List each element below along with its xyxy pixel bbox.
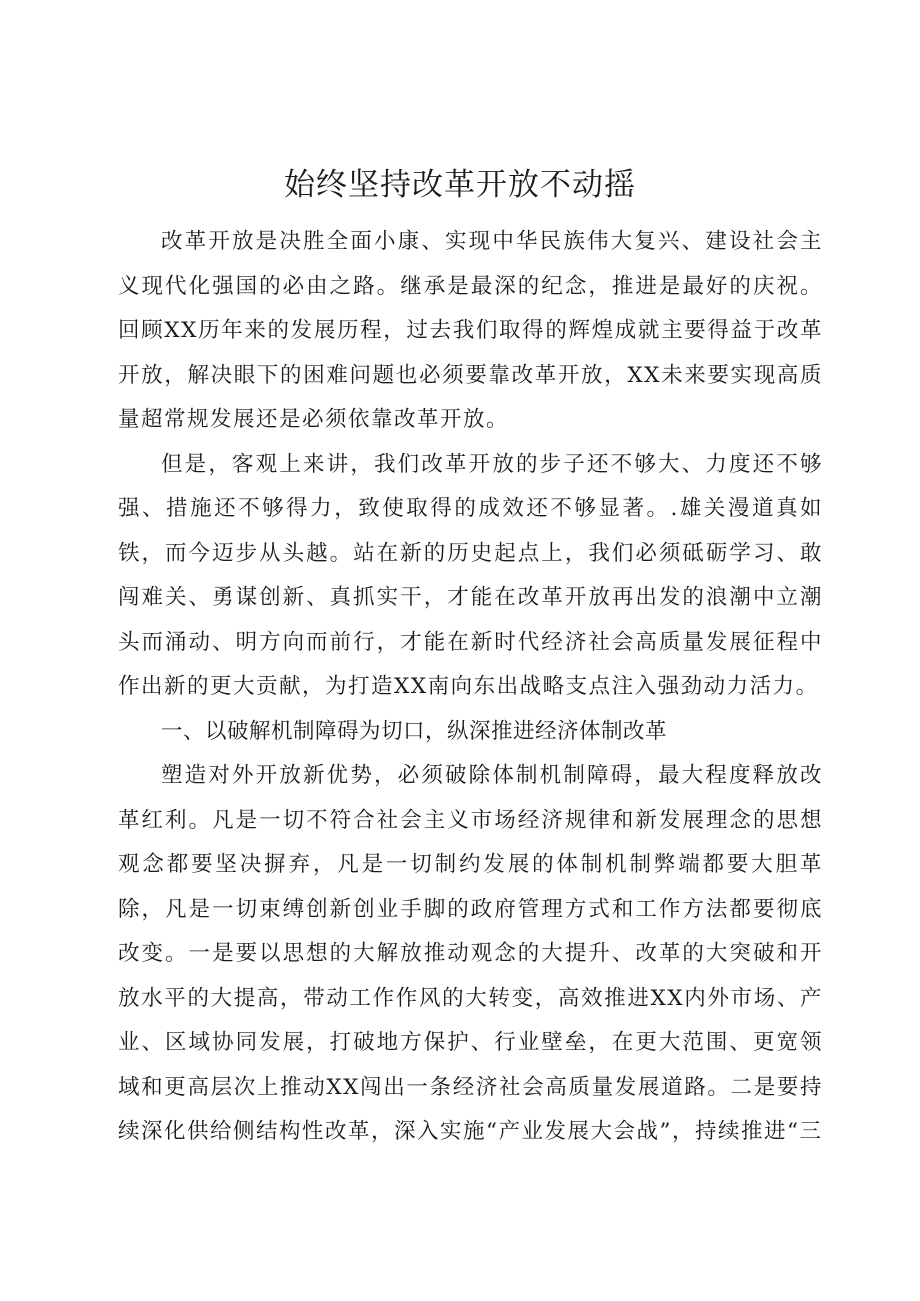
section-heading: 一、以破解机制障碍为切口，纵深推进经济体制改革 [161, 718, 668, 744]
document-title: 始终坚持改革开放不动摇 [284, 167, 636, 203]
section-paragraph: 塑造对外开放新优势，必须破除体制机制障碍，最大程度释放改革红利。凡是一切不符合社会主义市场经济规律和新发展理念的思想观念都要坚决摒弃，凡是一切制约发展的体制机制弊端都要大胆革除，凡是一切束缚创新创业手脚的政府管理方式和工作方法都要彻底改变。一是要以思想的大解放推动观念的大提升、改革的大突破和开放水平的大提高，带动工作作风的大转变，高效推进XX内外市场、产业、区域协同发展，打破地方保护、行业壁垒，在更大范围、更宽领域和更高层次上推动XX闯出一条经济社会高质量发展道路。二是要持续深化供给侧结构性改革，深入实施“产业发展大会战”，持续推进“三 [118, 763, 823, 1144]
document-body [118, 220, 823, 1155]
context-paragraph: 但是，客观上来讲，我们改革开放的步子还不够大、力度还不够强、措施还不够得力，致使取得的成效还不够显著。.雄关漫道真如铁，而今迈步从头越。站在新的历史起点上，我们必须砥砺学习、敢闯难关、勇谋创新、真抓实干，才能在改革开放再出发的浪潮中立潮头而涌动、明方向而前行，才能在新时代经济社会高质量发展征程中作出新的更大贡献，为打造XX南向东出战略支点注入强劲动力活力。 [118, 451, 823, 699]
intro-paragraph: 改革开放是决胜全面小康、实现中华民族伟大复兴、建设社会主义现代化强国的必由之路。继承是最深的纪念，推进是最好的庆祝。回顾XX历年来的发展历程，过去我们取得的辉煌成就主要得益于改革开放，解决眼下的困难问题也必须要靠改革开放，XX未来要实现高质量超常规发展还是必须依靠改革开放。 [118, 229, 823, 432]
